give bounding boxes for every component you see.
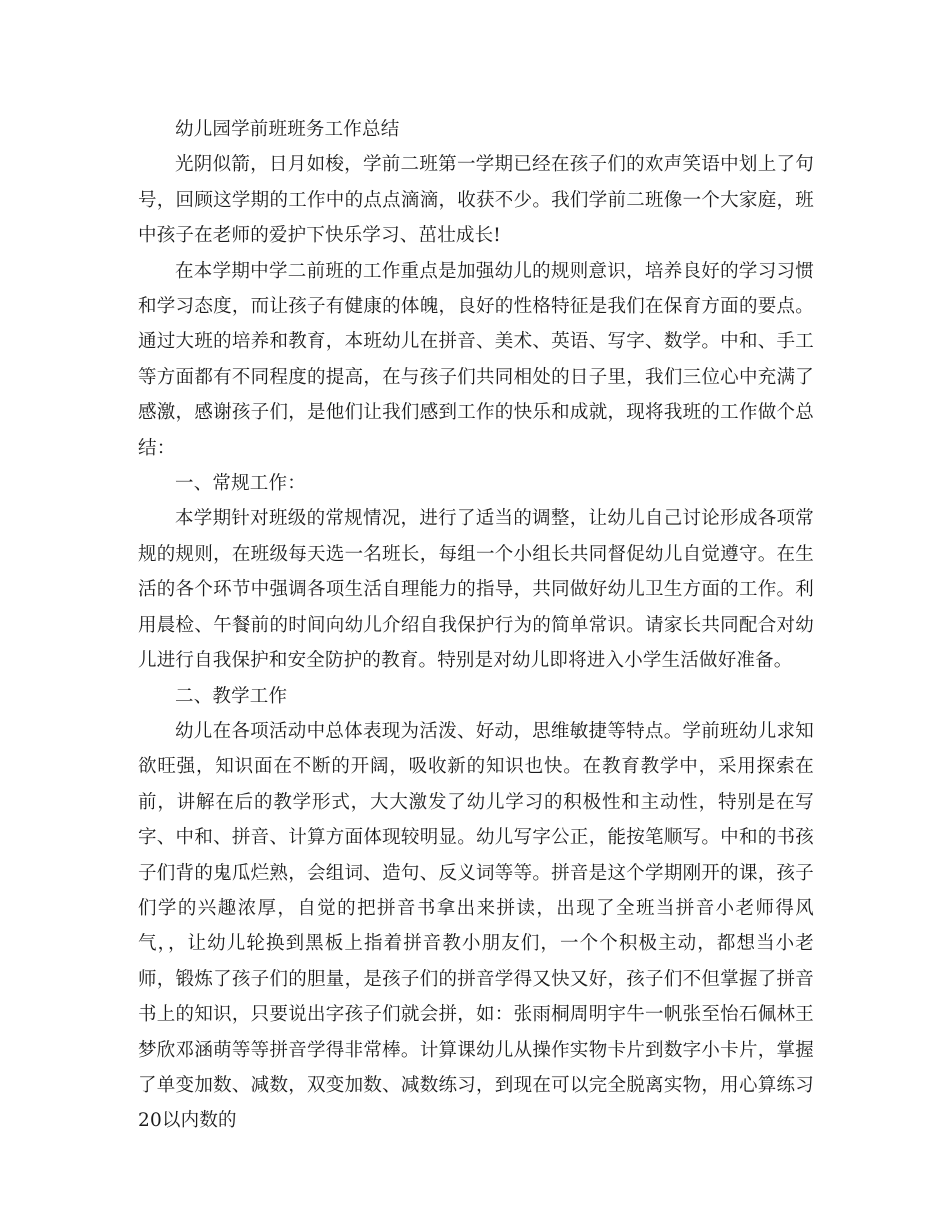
document-body <box>138 112 814 1139</box>
paragraph-routine: 本学期针对班级的常规情况，进行了适当的调整，让幼儿自己讨论形成各项常规的规则，在班级每天选一名班长，每组一个小组长共同督促幼儿自觉遵守。在生活的各个环节中强调各项生活自理能力的指导，共同做好幼儿卫生方面的工作。利用晨检、午餐前的时间向幼儿介绍自我保护行为的简单常识。请家长共同配合对幼儿进行自我保护和安全防护的教育。特别是对幼儿即将进入小学生活做好准备。 <box>138 508 814 672</box>
section-heading-routine: 一、常规工作： <box>175 473 306 495</box>
paragraph-intro: 光阴似箭，日月如梭，学前二班第一学期已经在孩子们的欢声笑语中划上了句号，回顾这学期的工作中的点点滴滴，收获不少。我们学前二班像一个大家庭，班中孩子在老师的爱护下快乐学习、茁壮成长! <box>138 154 814 247</box>
paragraph-teaching: 幼儿在各项活动中总体表现为活泼、好动，思维敏捷等特点。学前班幼儿求知欲旺强，知识面在不断的开阔，吸收新的知识也快。在教育教学中，采用探索在前，讲解在后的教学形式，大大激发了幼儿学习的积极性和主动性，特别是在写字、中和、拼音、计算方面体现较明显。幼儿写字公正，能按笔顺写。中和的书孩子们背的鬼瓜烂熟，会组词、造句、反义词等等。拼音是这个学期刚开的课，孩子们学的兴趣浓厚，自觉的把拼音书拿出来拼读，出现了全班当拼音小老师得风气，，让幼儿轮换到黑板上指着拼音教小朋友们，一个个积极主动，都想当小老师，锻炼了孩子们的胆量，是孩子们的拼音学得又快又好，孩子们不但掌握了拼音书上的知识，只要说出字孩子们就会拼，如：张雨桐周明宇牛一帆张至怡石佩林王梦欣邓涵萌等等拼音学得非常棒。计算课幼儿从操作实物卡片到数字小卡片，掌握了单变加数、减数，双变加数、减数练习，到现在可以完全脱离实物，用心算练习20以内数的 <box>138 720 814 1132</box>
paragraph-focus: 在本学期中学二前班的工作重点是加强幼儿的规则意识，培养良好的学习习惯和学习态度，而让孩子有健康的体魄，良好的性格特征是我们在保育方面的要点。通过大班的培养和教育，本班幼儿在拼音、美术、英语、写字、数学。中和、手工等方面都有不同程度的提高，在与孩子们共同相处的日子里，我们三位心中充满了感激，感谢孩子们，是他们让我们感到工作的快乐和成就，现将我班的工作做个总结： <box>138 260 814 459</box>
document-title: 幼儿园学前班班务工作总结 <box>175 119 400 140</box>
section-heading-teaching: 二、教学工作 <box>175 685 288 707</box>
